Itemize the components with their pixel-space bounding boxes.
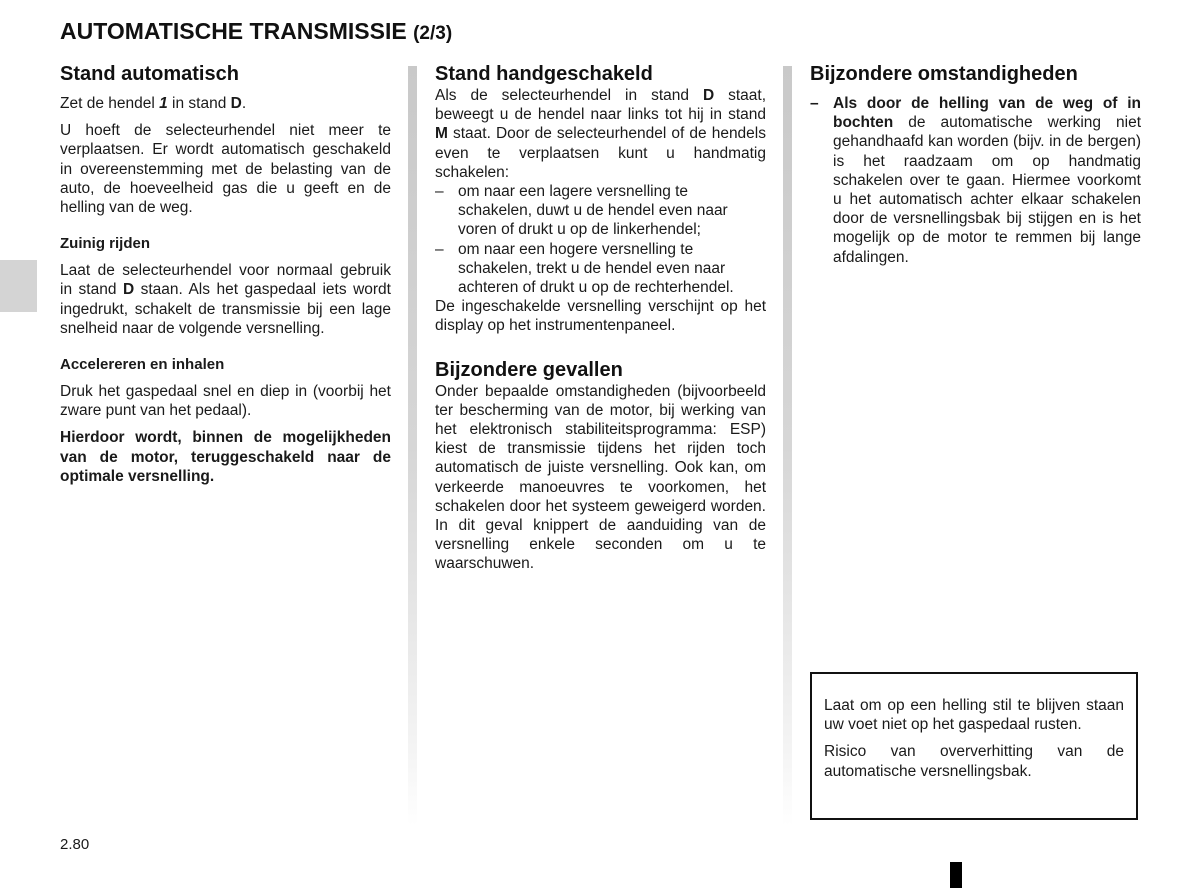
note-box bbox=[810, 672, 1138, 820]
section-heading-stand-automatisch: Stand automatisch bbox=[60, 63, 239, 85]
stand-d: D bbox=[230, 95, 242, 112]
title-text: AUTOMATISCHE TRANSMISSIE bbox=[60, 18, 407, 44]
subheading-zuinig-rijden: Zuinig rijden bbox=[60, 235, 150, 253]
list-item: – om naar een lagere versnelling te schakelen, duwt u de hendel even naar voren of drukt u op de linkerhendel; bbox=[435, 183, 728, 239]
subheading-accelereren: Accelereren en inhalen bbox=[60, 356, 225, 374]
paragraph-bold: Hierdoor wordt, binnen de mogelijkheden van de motor, teruggeschakeld naar de optimale versnelling. bbox=[60, 429, 391, 485]
intro-paragraph: Zet de hendel 1 in stand D. bbox=[60, 95, 247, 112]
paragraph: U hoeft de selecteurhendel niet meer te verplaatsen. Er wordt automatisch geschakeld in overeenstemming met de belasting van de auto, de hoeveelheid gas die u geeft en de helling van de weg. bbox=[60, 122, 391, 217]
list-item: – om naar een hogere versnelling te schakelen, trekt u de hendel even naar achteren of drukt u op de rechterhendel. bbox=[435, 240, 734, 297]
page-edge-mark bbox=[950, 862, 962, 888]
paragraph: De ingeschakelde versnelling verschijnt op het display op het instrumentenpaneel. bbox=[435, 298, 766, 335]
section-heading-bijzondere-omstandigheden: Bijzondere omstandigheden bbox=[810, 63, 1078, 85]
section-heading-stand-handgeschakeld: Stand handgeschakeld bbox=[435, 63, 653, 85]
paragraph: Onder bepaalde omstandigheden (bijvoorbeeld ter bescherming van de motor, bij werking van het elektronisch stabiliteitsprogramma: ESP) kiest de transmissie tijdens het rijden toch automatisch de juiste versnelling. Ook kan, om verkeerde manoeuvres te voorkomen, het schakelen door het systeem geweigerd worden. In dit geval knippert de aanduiding van de versnelling enkele seconden om u te waarschuwen. bbox=[435, 382, 766, 573]
page-title bbox=[60, 18, 452, 45]
paragraph: Laat de selecteurhendel voor normaal gebruik in stand D staan. Als het gaspedaal iets wordt ingedrukt, schakelt de transmissie bij een lage snelheid naar de volgende versnelling. bbox=[60, 262, 391, 337]
paragraph: Druk het gaspedaal snel en diep in (voorbij het zware punt van het pedaal). bbox=[60, 383, 391, 420]
title-part: (2/3) bbox=[413, 23, 453, 44]
column-separator bbox=[783, 66, 792, 826]
column-separator bbox=[408, 66, 417, 826]
list-item: – Als door de helling van de weg of in bochten de automatische werking niet gehandhaafd kan worden (bijv. in de bergen) is het raadzaam om op handmatig schakelen over te gaan. Hiermee voorkomt u het automatisch achter elkaar schakelen door de versnellingsbak bij stijgen en is het mogelijk op de motor te remmen bij lange afdalingen. bbox=[810, 95, 1141, 266]
lever-number: 1 bbox=[159, 95, 168, 112]
list-dash: – bbox=[435, 183, 444, 201]
list-dash: – bbox=[810, 95, 819, 112]
note-paragraph: Laat om op een helling stil te blijven staan uw voet niet op het gaspedaal rusten. bbox=[824, 697, 1124, 734]
page-number: 2.80 bbox=[60, 836, 90, 853]
paragraph: Als de selecteurhendel in stand D staat, beweegt u de hendel naar links tot hij in stand M staat. Door de selecteurhendel of de hendels even te verplaatsen kunt u handmatig schakelen: bbox=[435, 87, 766, 181]
note-paragraph: Risico van oververhitting van de automatische versnellingsbak. bbox=[824, 743, 1124, 780]
section-heading-bijzondere-gevallen: Bijzondere gevallen bbox=[435, 358, 623, 381]
column-right bbox=[810, 62, 1141, 267]
column-middle bbox=[435, 62, 766, 574]
column-left bbox=[60, 62, 391, 486]
list-dash: – bbox=[435, 240, 444, 258]
chapter-tab bbox=[0, 260, 37, 312]
